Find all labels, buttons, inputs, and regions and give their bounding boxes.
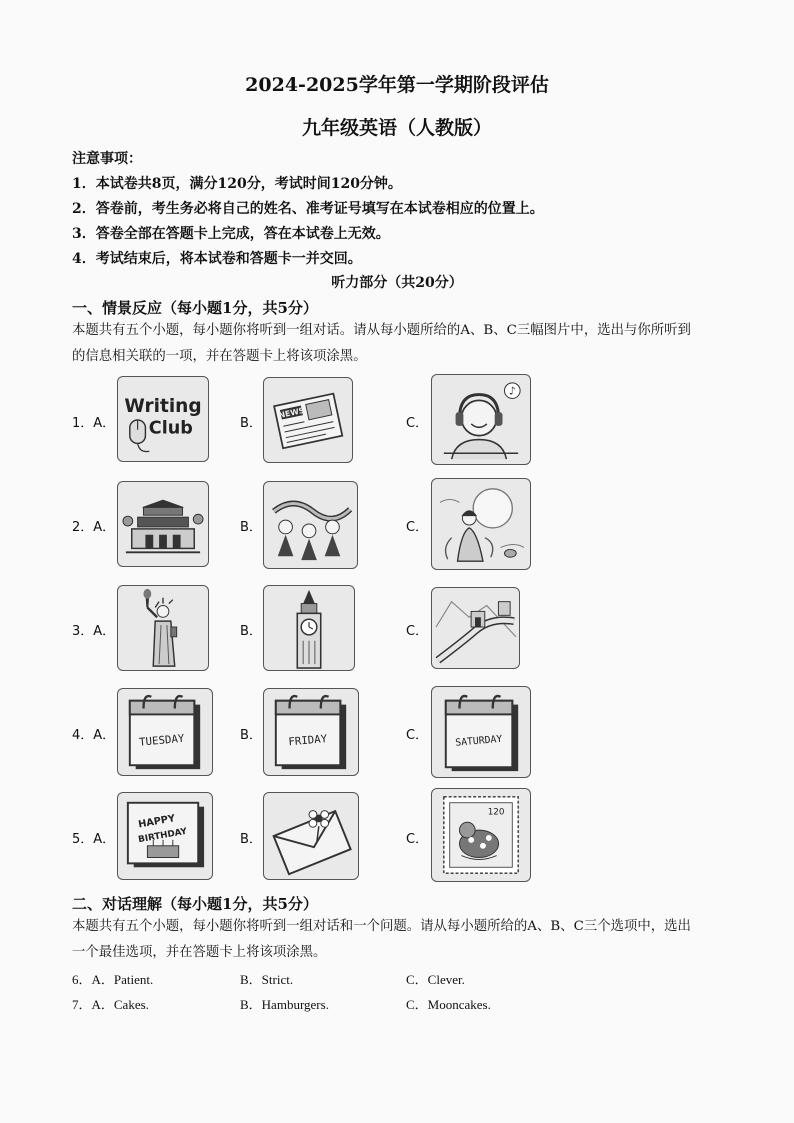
- q7-option-b: B．Hamburgers.: [240, 997, 329, 1012]
- writing-club-text-2: Club: [148, 418, 193, 439]
- section2-desc-line2: 一个最佳选项，并在答题卡上将该项涂黑。: [72, 945, 327, 960]
- q5-option-c-label: C．: [406, 832, 429, 847]
- q6-option-a: 6．A．Patient.: [72, 972, 154, 987]
- q4-label: 4．A．: [72, 728, 116, 743]
- envelope-flower-icon[interactable]: [263, 792, 359, 880]
- q4-option-b-label: B．: [240, 728, 262, 743]
- q3-option-c-label: C．: [406, 624, 429, 639]
- calendar-day-text: SATURDAY: [454, 733, 503, 749]
- birthday-card-icon[interactable]: [117, 792, 213, 880]
- q6-option-b: B．Strict.: [240, 972, 294, 987]
- notes-heading: 注意事项：: [72, 151, 142, 167]
- tiananmen-icon[interactable]: [117, 481, 209, 567]
- section2-desc-line1: 本题共有五个小题，每小题你将听到一组对话和一个问题。请从每小题所给的A、B、C三个选项中，选出: [72, 919, 691, 934]
- q7-option-c: C．Mooncakes.: [406, 997, 491, 1012]
- birthday-card-text-1: HAPPY: [137, 813, 176, 831]
- headphones-girl-icon[interactable]: [431, 374, 531, 465]
- section1-heading: 一、情景反应（每小题1分，共5分）: [72, 299, 318, 317]
- calendar-day-text: FRIDAY: [287, 732, 328, 749]
- q1-label: 1．A．: [72, 416, 116, 431]
- q2-label: 2．A．: [72, 520, 116, 535]
- q2-option-b-label: B．: [240, 520, 262, 535]
- note-item: 3．答卷全部在答题卡上完成，答在本试卷上无效。: [72, 226, 390, 242]
- q1-option-c-label: C．: [406, 416, 429, 431]
- q3-label: 3．A．: [72, 624, 116, 639]
- calendar-icon[interactable]: [263, 688, 359, 776]
- section2-heading: 二、对话理解（每小题1分，共5分）: [72, 895, 318, 913]
- calendar-icon[interactable]: [431, 686, 531, 778]
- listening-heading: 听力部分（共20分）: [331, 275, 463, 291]
- newspaper-text: NEWS: [277, 405, 306, 421]
- writing-club-text-1: Writing: [124, 396, 202, 418]
- q5-label: 5．A．: [72, 832, 116, 847]
- q1-option-b-label: B．: [240, 416, 262, 431]
- section1-desc-line1: 本题共有五个小题，每小题你将听到一组对话。请从每小题所给的A、B、C三幅图片中，选出与你所听到: [72, 323, 691, 338]
- statue-of-liberty-icon[interactable]: [117, 585, 209, 671]
- calendar-day-text: TUESDAY: [138, 731, 185, 749]
- svg-text:♪: ♪: [508, 384, 516, 398]
- calendar-icon[interactable]: [117, 688, 213, 776]
- writing-club-icon[interactable]: [117, 376, 209, 462]
- page-subtitle: 九年级英语（人教版）: [301, 117, 492, 139]
- q4-option-c-label: C．: [406, 728, 429, 743]
- q3-option-b-label: B．: [240, 624, 262, 639]
- page-title: 2024-2025学年第一学期阶段评估: [245, 74, 549, 96]
- note-item: 2．答卷前，考生务必将自己的姓名、准考证号填写在本试卷相应的位置上。: [72, 201, 544, 217]
- big-ben-icon[interactable]: [263, 585, 355, 671]
- stamp-value: 120: [487, 807, 505, 818]
- dragon-dance-icon[interactable]: [263, 481, 358, 569]
- newspaper-icon[interactable]: [263, 377, 353, 463]
- birthday-card-text-2: BIRTHDAY: [137, 826, 188, 846]
- stamp-icon[interactable]: [431, 788, 531, 882]
- q6-option-c: C．Clever.: [406, 972, 465, 987]
- section1-desc-line2: 的信息相关联的一项，并在答题卡上将该项涂黑。: [72, 349, 367, 364]
- moon-fairy-icon[interactable]: [431, 478, 531, 570]
- great-wall-icon[interactable]: [431, 587, 520, 669]
- q7-option-a: 7．A．Cakes.: [72, 997, 149, 1012]
- q2-option-c-label: C．: [406, 520, 429, 535]
- note-item: 1．本试卷共8页，满分120分，考试时间120分钟。: [72, 176, 402, 192]
- q5-option-b-label: B．: [240, 832, 262, 847]
- note-item: 4．考试结束后，将本试卷和答题卡一并交回。: [72, 251, 362, 267]
